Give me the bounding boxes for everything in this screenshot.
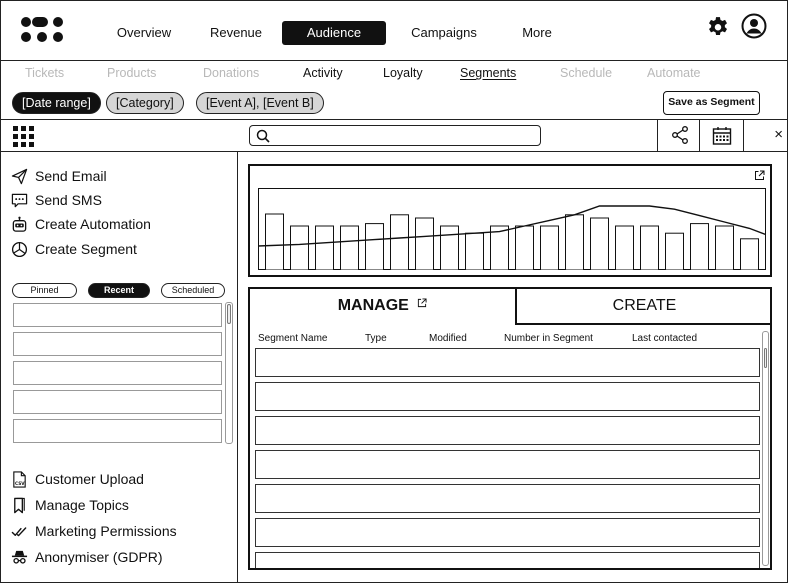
filter-bar bbox=[1, 87, 787, 119]
action-label: Create Segment bbox=[35, 241, 137, 257]
customer-upload-action[interactable] bbox=[11, 468, 144, 490]
filter-chip-events[interactable]: [Event A], [Event B] bbox=[196, 92, 324, 114]
table-scrollbar[interactable] bbox=[762, 331, 769, 566]
table-row[interactable] bbox=[255, 450, 760, 479]
chart-bar bbox=[641, 226, 659, 270]
gear-icon[interactable] bbox=[705, 15, 731, 41]
column-header[interactable]: Last contacted bbox=[632, 333, 698, 344]
pill-pinned[interactable]: Pinned bbox=[12, 283, 77, 298]
chart-bar bbox=[341, 226, 359, 270]
action-label: Send SMS bbox=[35, 192, 102, 208]
apps-grid-icon[interactable] bbox=[13, 126, 35, 148]
csv-file-icon bbox=[11, 471, 28, 488]
table-row[interactable] bbox=[255, 552, 760, 570]
user-avatar-icon[interactable] bbox=[741, 13, 767, 39]
chart-bar bbox=[666, 233, 684, 270]
spy-icon bbox=[11, 549, 28, 566]
chart-bar bbox=[716, 226, 734, 270]
chart-trend-line bbox=[258, 206, 766, 246]
marketing-permissions-action[interactable] bbox=[11, 520, 177, 542]
tab-label: MANAGE bbox=[337, 297, 409, 314]
logo-icon[interactable] bbox=[21, 17, 65, 43]
chart-bar bbox=[516, 226, 534, 270]
send-sms-action[interactable] bbox=[11, 189, 102, 211]
nav-campaigns[interactable]: Campaigns bbox=[411, 25, 477, 40]
svg-text:CSV: CSV bbox=[15, 481, 25, 487]
close-panel-cell bbox=[743, 120, 787, 151]
calendar-icon bbox=[712, 126, 732, 146]
table-row[interactable] bbox=[255, 416, 760, 445]
scrollbar-thumb[interactable] bbox=[764, 348, 767, 368]
activity-chart bbox=[248, 164, 772, 277]
manage-topics-action[interactable] bbox=[11, 494, 129, 516]
chart-plot bbox=[258, 188, 766, 270]
bookmark-icon bbox=[11, 497, 28, 514]
search-input[interactable] bbox=[249, 125, 541, 146]
sidebar bbox=[1, 152, 238, 583]
nav-more[interactable]: More bbox=[522, 25, 552, 40]
table-row[interactable] bbox=[255, 518, 760, 547]
save-as-segment-button[interactable]: Save as Segment bbox=[663, 91, 760, 115]
pill-scheduled[interactable]: Scheduled bbox=[161, 283, 225, 298]
chart-bar bbox=[416, 218, 434, 270]
list-item[interactable] bbox=[13, 332, 222, 356]
create-segment-action[interactable] bbox=[11, 238, 137, 260]
subnav-activity[interactable]: Activity bbox=[303, 66, 343, 80]
send-email-action[interactable] bbox=[11, 165, 107, 187]
chart-bar bbox=[266, 214, 284, 270]
subnav-donations: Donations bbox=[203, 66, 260, 80]
robot-icon bbox=[11, 216, 28, 233]
table-row[interactable] bbox=[255, 348, 760, 377]
tab-create[interactable]: CREATE bbox=[515, 289, 772, 325]
table-row[interactable] bbox=[255, 382, 760, 411]
list-item[interactable] bbox=[13, 303, 222, 327]
chart-bar bbox=[441, 226, 459, 270]
chart-bar bbox=[741, 239, 759, 270]
action-label: Send Email bbox=[35, 168, 107, 184]
chart-bar bbox=[541, 226, 559, 270]
tool-label: Anonymiser (GDPR) bbox=[35, 549, 163, 565]
chart-bar bbox=[291, 226, 309, 270]
external-link-icon[interactable] bbox=[754, 170, 765, 181]
sub-navbar bbox=[1, 61, 787, 86]
close-icon[interactable]: × bbox=[774, 126, 783, 143]
filter-chip-category[interactable]: [Category] bbox=[106, 92, 184, 114]
top-navbar bbox=[1, 1, 787, 61]
subnav-segments[interactable]: Segments bbox=[460, 66, 517, 80]
chart-bar bbox=[366, 224, 384, 270]
column-header[interactable]: Type bbox=[365, 333, 387, 344]
nav-audience[interactable]: Audience bbox=[282, 21, 386, 45]
external-link-icon[interactable] bbox=[417, 298, 427, 308]
share-icon bbox=[670, 125, 690, 145]
chart-bar bbox=[616, 226, 634, 270]
tool-label: Customer Upload bbox=[35, 471, 144, 487]
action-label: Create Automation bbox=[35, 216, 151, 232]
segments-panel bbox=[248, 287, 772, 570]
list-item[interactable] bbox=[13, 361, 222, 385]
filter-chip-date-range[interactable]: [Date range] bbox=[12, 92, 101, 114]
subnav-tickets: Tickets bbox=[25, 66, 65, 80]
create-automation-action[interactable] bbox=[11, 213, 151, 235]
column-header[interactable]: Modified bbox=[429, 333, 467, 344]
tool-label: Marketing Permissions bbox=[35, 523, 177, 539]
search-icon bbox=[256, 129, 270, 143]
calendar-button[interactable] bbox=[699, 120, 743, 151]
subnav-schedule: Schedule bbox=[560, 66, 613, 80]
double-check-icon bbox=[11, 523, 28, 540]
chart-bar bbox=[316, 226, 334, 270]
table-row[interactable] bbox=[255, 484, 760, 513]
list-item[interactable] bbox=[13, 390, 222, 414]
chart-bar bbox=[591, 218, 609, 270]
sms-icon bbox=[11, 192, 28, 209]
subnav-loyalty[interactable]: Loyalty bbox=[383, 66, 423, 80]
share-button[interactable] bbox=[657, 120, 701, 151]
column-header[interactable]: Segment Name bbox=[258, 333, 328, 344]
subnav-automate: Automate bbox=[647, 66, 701, 80]
chart-bar bbox=[391, 215, 409, 270]
chart-bar bbox=[466, 233, 484, 270]
nav-revenue[interactable]: Revenue bbox=[209, 25, 263, 40]
chart-bar bbox=[691, 224, 709, 270]
pie-icon bbox=[11, 241, 28, 258]
subnav-products: Products bbox=[107, 66, 157, 80]
tool-label: Manage Topics bbox=[35, 497, 129, 513]
list-scrollbar[interactable] bbox=[225, 302, 233, 444]
tab-manage[interactable] bbox=[250, 289, 515, 325]
chart-bar bbox=[566, 215, 584, 270]
nav-overview[interactable]: Overview bbox=[116, 25, 172, 40]
toolbar bbox=[1, 119, 787, 152]
scrollbar-thumb[interactable] bbox=[227, 304, 231, 324]
pill-recent[interactable]: Recent bbox=[88, 283, 150, 298]
anonymiser-action[interactable] bbox=[11, 546, 163, 568]
list-item[interactable] bbox=[13, 419, 222, 443]
column-header[interactable]: Number in Segment bbox=[504, 333, 593, 344]
send-icon bbox=[11, 168, 28, 185]
